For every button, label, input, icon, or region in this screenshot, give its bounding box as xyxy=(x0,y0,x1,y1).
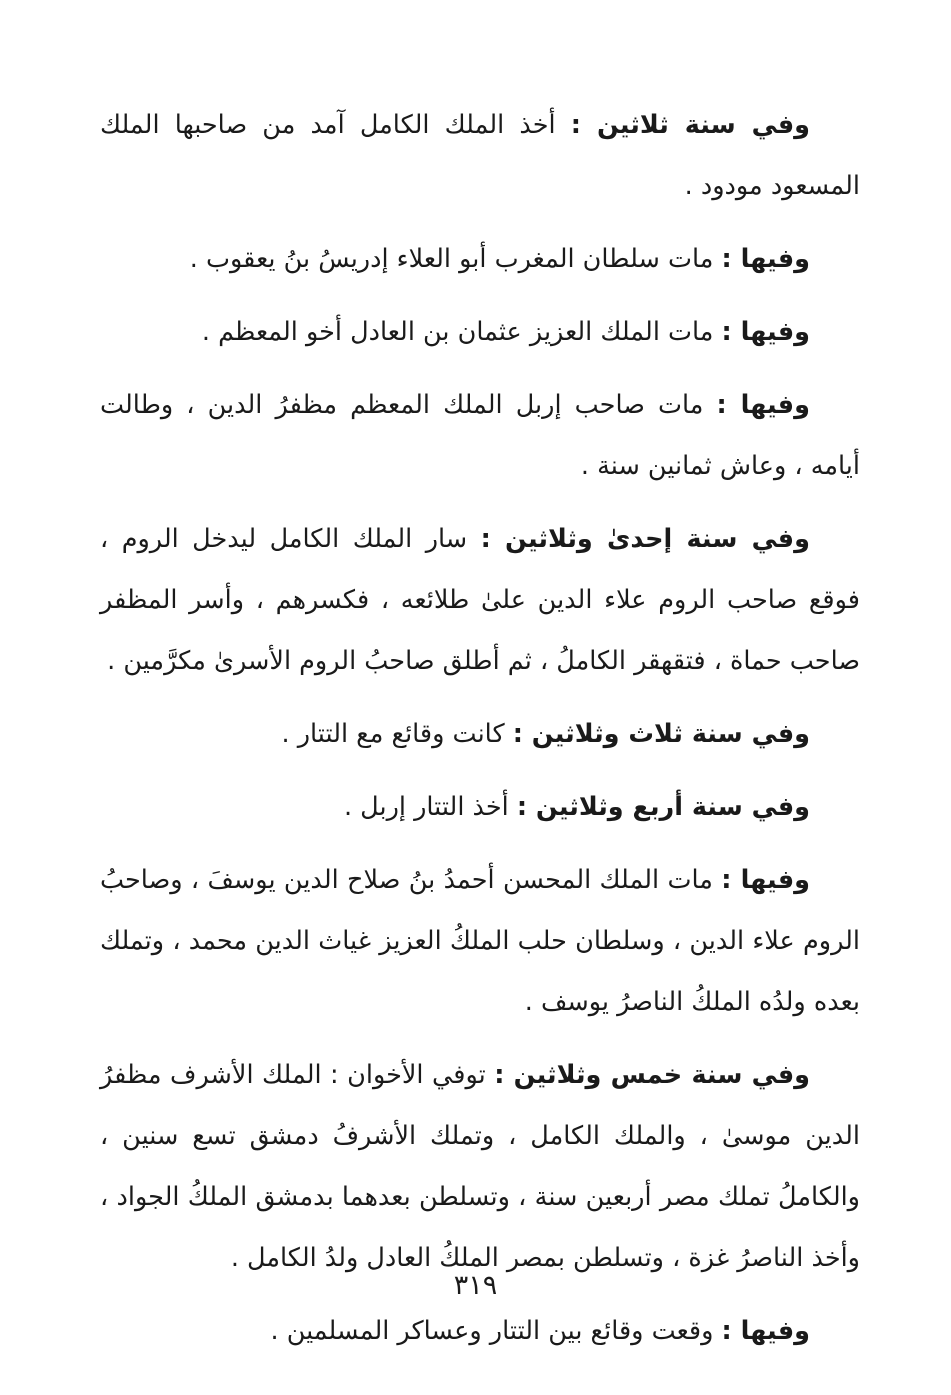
paragraph-9 xyxy=(100,1045,860,1289)
paragraph-text: سار الملك الكامل ليدخل الروم ، فوقع صاحب الروم علاء الدين علىٰ طلائعه ، فكسرهم ، وأسر المظفر صاحب حماة ، فتقهقر الكاملُ ، ثم أطلق صاحبُ الروم الأسرىٰ مكرَّمين . xyxy=(100,524,860,676)
paragraph-lead: وفي سنة إحدىٰ وثلاثين : xyxy=(480,524,810,554)
paragraph-8 xyxy=(100,850,860,1033)
page-body xyxy=(100,95,860,1374)
paragraph-lead: وفي سنة أربع وثلاثين : xyxy=(516,792,810,822)
paragraph-text: مات صاحب إربل الملك المعظم مظفرُ الدين ، وطالت أيامه ، وعاش ثمانين سنة . xyxy=(100,390,860,481)
paragraph-3 xyxy=(100,302,860,363)
paragraph-text: كانت وقائع مع التتار . xyxy=(281,719,513,749)
paragraph-text: توفي الأخوان : الملك الأشرف مظفرُ الدين موسىٰ ، والملك الكامل ، وتملك الأشرفُ دمشق تسع سنين ، والكاملُ تملك مصر أربعين سنة ، وتسلطن بعدهما بدمشق الملكُ الجواد ، وأخذ الناصرُ غزة ، وتسلطن بمصر الملكُ العادل ولدُ الكامل . xyxy=(100,1060,860,1273)
paragraph-10 xyxy=(100,1301,860,1362)
paragraph-lead: وفيها : xyxy=(721,1316,810,1346)
paragraph-lead: وفيها : xyxy=(721,244,810,274)
paragraph-lead: وفي سنة ثلاثين : xyxy=(570,110,810,140)
paragraph-2 xyxy=(100,229,860,290)
paragraph-6 xyxy=(100,704,860,765)
paragraph-text: مات الملك المحسن أحمدُ بنُ صلاح الدين يوسفَ ، وصاحبُ الروم علاء الدين ، وسلطان حلب الملكُ العزيز غياث الدين محمد ، وتملك بعده ولدُه الملكُ الناصرُ يوسف . xyxy=(100,865,860,1017)
paragraph-lead: وفي سنة ثلاث وثلاثين : xyxy=(512,719,810,749)
paragraph-1 xyxy=(100,95,860,217)
paragraph-text: أخذ التتار إربل . xyxy=(343,792,517,822)
paragraph-5 xyxy=(100,509,860,692)
paragraph-4 xyxy=(100,375,860,497)
paragraph-text: أخذ الملك الكامل آمد من صاحبها الملك المسعود مودود . xyxy=(100,110,860,201)
page-number: ٣١٩ xyxy=(453,1270,498,1301)
paragraph-lead: وفيها : xyxy=(721,865,810,895)
paragraph-text: مات الملك العزيز عثمان بن العادل أخو المعظم . xyxy=(201,317,722,347)
paragraph-lead: وفي سنة خمس وثلاثين : xyxy=(494,1060,811,1090)
paragraph-7 xyxy=(100,777,860,838)
paragraph-lead: وفيها : xyxy=(716,390,810,420)
paragraph-text: مات سلطان المغرب أبو العلاء إدريسُ بنُ يعقوب . xyxy=(189,244,722,274)
paragraph-lead: وفيها : xyxy=(721,317,810,347)
paragraph-text: وقعت وقائع بين التتار وعساكر المسلمين . xyxy=(270,1316,722,1346)
